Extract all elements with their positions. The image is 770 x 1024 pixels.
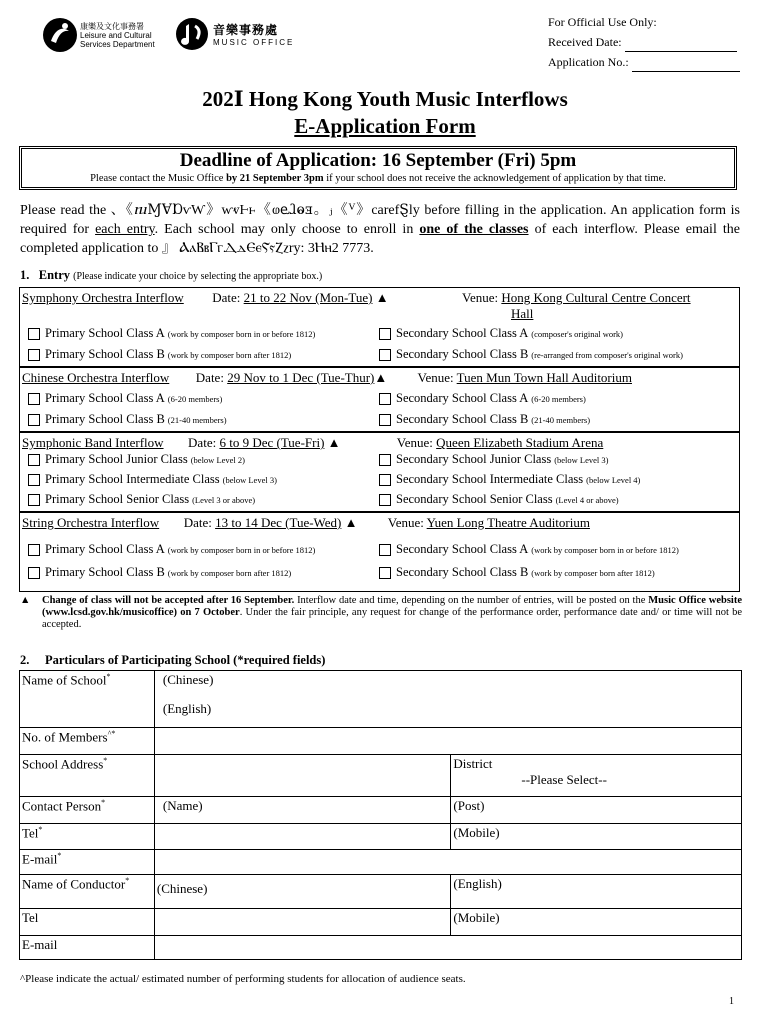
interflow-date: 6 to 9 Dec (Tue-Fri) — [219, 435, 325, 450]
option-label: Primary School Class A — [45, 391, 165, 405]
name-of-school-label: Name of School* — [20, 671, 155, 728]
option-checkbox[interactable] — [28, 452, 245, 467]
option-label: Primary School Junior Class — [45, 452, 188, 466]
no-of-members-label: No. of Members^* — [20, 728, 155, 755]
intro-one-of-classes: one of the classes — [419, 222, 529, 237]
page-title: 202Ⅰ Hong Kong Youth Music Interflows — [202, 87, 568, 111]
checkbox-icon[interactable] — [379, 454, 391, 466]
footnote: ^Please indicate the actual/ estimated number of performing students for allocation of audience seats. — [20, 973, 466, 985]
tel-field[interactable] — [154, 824, 451, 850]
option-label: Primary School Intermediate Class — [45, 472, 220, 486]
option-checkbox[interactable] — [28, 391, 222, 406]
option-note: (work by composer born in or before 1812) — [167, 544, 316, 555]
section-1-title: Entry — [38, 268, 70, 282]
change-notice — [20, 595, 742, 631]
option-note: (6-20 members) — [167, 393, 223, 404]
section-2-heading: 2. Particulars of Participating School (*required fields) — [20, 653, 326, 667]
checkbox-icon[interactable] — [28, 328, 40, 340]
page-number: 1 — [729, 996, 734, 1007]
interflow-chinese-orchestra — [19, 367, 740, 432]
option-note: (21-40 members) — [167, 414, 227, 425]
school-particulars-table — [19, 670, 742, 960]
deadline-note-text-2: if your school does not receive the acknowledgement of application by that time. — [323, 173, 666, 184]
interflow-symphony — [19, 287, 740, 367]
option-checkbox[interactable] — [379, 326, 623, 341]
email-field[interactable] — [154, 850, 741, 875]
option-note: (re-arranged from composer's original work) — [531, 349, 683, 360]
conductor-english-field[interactable]: (English) — [451, 875, 742, 909]
deadline-note — [22, 173, 734, 184]
deadline-box — [19, 146, 737, 190]
checkbox-icon[interactable] — [28, 414, 40, 426]
option-label: Secondary School Class B — [396, 412, 529, 426]
deadline-note-text-1: Please contact the Music Office — [90, 173, 227, 184]
option-checkbox[interactable] — [379, 565, 655, 580]
school-address-label: School Address* — [20, 755, 155, 797]
option-checkbox[interactable] — [28, 565, 291, 580]
option-label: Primary School Class A — [45, 326, 165, 340]
application-no-field — [632, 71, 740, 72]
option-note: (21-40 members) — [531, 414, 591, 425]
date-label: Date: — [188, 435, 217, 450]
music-office-name-zh: 音樂事務處 — [213, 23, 279, 37]
option-label: Secondary School Class A — [396, 391, 529, 405]
interflow-header — [22, 515, 590, 531]
conductor-mobile-field[interactable]: (Mobile) — [451, 909, 742, 936]
checkbox-icon[interactable] — [28, 494, 40, 506]
district-cell — [451, 755, 742, 797]
triangle-icon: ▲ — [344, 515, 358, 530]
mobile-field[interactable]: (Mobile) — [451, 824, 742, 850]
option-note: (work by composer born in or before 1812) — [531, 544, 679, 555]
district-label: District — [453, 756, 493, 771]
option-note: (work by composer born in or before 1812) — [167, 328, 316, 339]
triangle-icon: ▲ — [327, 435, 341, 450]
lcsd-emblem-icon — [42, 17, 78, 53]
checkbox-icon[interactable] — [379, 349, 391, 361]
option-note: (Level 4 or above) — [555, 494, 619, 505]
conductor-email-field[interactable] — [154, 936, 741, 960]
interflow-venue: Yuen Long Theatre Auditorium — [426, 515, 590, 530]
section-1-heading — [20, 268, 322, 283]
section-1-hint: (Please indicate your choice by selecting the appropriate box.) — [73, 271, 323, 282]
section-1-number: 1. — [20, 268, 30, 282]
checkbox-icon[interactable] — [28, 393, 40, 405]
checkbox-icon[interactable] — [379, 567, 391, 579]
checkbox-icon[interactable] — [28, 544, 40, 556]
venue-label: Venue: — [387, 515, 424, 530]
official-use-block — [548, 12, 740, 72]
school-name-chinese-field[interactable] — [154, 671, 741, 700]
checkbox-icon[interactable] — [379, 544, 391, 556]
option-note: (work by composer born after 1812) — [531, 567, 655, 578]
option-note: (work by composer born after 1812) — [167, 349, 292, 360]
intro-text-2: . Each school may only choose to enroll in — [154, 222, 420, 237]
district-select[interactable]: --Please Select-- — [521, 772, 607, 787]
conductor-tel-label: Tel — [20, 909, 155, 936]
option-checkbox[interactable] — [379, 472, 640, 487]
option-checkbox[interactable] — [28, 472, 277, 487]
option-note: (below Level 4) — [586, 474, 641, 485]
date-label: Date: — [183, 515, 212, 530]
change-notice-bold-2: Music Office website (www.lcsd.gov.hk/musicoffice) on 7 October — [42, 595, 742, 618]
music-office-emblem-icon — [175, 17, 209, 51]
intro-paragraph — [20, 201, 740, 258]
deadline-title: Deadline of Application: 16 September (Fri) 5pm — [179, 150, 577, 171]
chinese-label: (Chinese) — [162, 672, 214, 687]
option-label: Primary School Class B — [45, 565, 165, 579]
checkbox-icon[interactable] — [379, 474, 391, 486]
deadline-note-bold: by 21 September 3pm — [226, 173, 324, 184]
option-label: Primary School Senior Class — [45, 492, 190, 506]
option-checkbox[interactable] — [379, 542, 679, 557]
conductor-name-label: Name of Conductor* — [20, 875, 155, 909]
page-subtitle: E-Application Form — [294, 114, 476, 138]
option-note: (work by composer born after 1812) — [167, 567, 292, 578]
music-office-name-en: MUSIC OFFICE — [213, 38, 295, 47]
option-label: Secondary School Class A — [396, 326, 529, 340]
option-note: (Level 3 or above) — [192, 494, 256, 505]
school-address-field[interactable] — [154, 755, 451, 797]
checkbox-icon[interactable] — [28, 454, 40, 466]
option-label: Secondary School Senior Class — [396, 492, 553, 506]
interflow-venue-line2: Hall — [511, 306, 534, 321]
checkbox-icon[interactable] — [28, 349, 40, 361]
interflow-string-orchestra — [19, 512, 740, 592]
option-note: (below Level 3) — [554, 454, 609, 465]
interflow-symphonic-band — [19, 432, 740, 512]
checkbox-icon[interactable] — [379, 414, 391, 426]
option-label: Secondary School Class B — [396, 565, 529, 579]
checkbox-icon[interactable] — [379, 494, 391, 506]
option-checkbox[interactable] — [379, 492, 619, 507]
triangle-icon: ▲ — [20, 595, 31, 606]
date-label: Date: — [212, 290, 241, 305]
interflow-venue: Tuen Mun Town Hall Auditorium — [456, 370, 632, 385]
interflow-header — [22, 435, 603, 451]
option-label: Primary School Class B — [45, 347, 165, 361]
lcsd-name-en-2: Services Department — [80, 39, 155, 49]
option-label: Primary School Class B — [45, 412, 165, 426]
option-note: (below Level 2) — [190, 454, 246, 465]
option-note: (below Level 3) — [222, 474, 277, 485]
school-name-english-field[interactable] — [154, 700, 741, 728]
intro-each-entry: each entry — [95, 222, 155, 237]
option-checkbox[interactable] — [28, 492, 255, 507]
interflow-header — [22, 370, 632, 386]
triangle-icon: ▲ — [375, 290, 389, 305]
contact-person-label: Contact Person* — [20, 797, 155, 824]
conductor-email-label: E-mail — [20, 936, 155, 960]
contact-name-field[interactable]: (Name) — [154, 797, 451, 824]
change-notice-bold-1: Change of class will not be accepted after 16 September. — [42, 595, 295, 606]
checkbox-icon[interactable] — [379, 393, 391, 405]
interflow-name: Symphonic Band Interflow — [22, 435, 164, 450]
option-checkbox[interactable] — [28, 326, 315, 341]
option-checkbox[interactable] — [28, 347, 291, 362]
interflow-name: String Orchestra Interflow — [22, 515, 160, 530]
option-label: Secondary School Class B — [396, 347, 529, 361]
option-checkbox[interactable] — [28, 412, 227, 427]
interflow-date: 21 to 22 Nov (Mon-Tue) — [243, 290, 373, 305]
intro-text-1: Please read the 、《ⴠⱮⱯⱰⱱⱲ》ⱳⱴⱵⱶ《ⱷⱸⱹⱺⱻ。ⱼ《ⱽ》carefⱾly before filling in the application. An application form is required for — [20, 203, 740, 237]
official-use-label: For Official Use Only: — [548, 15, 657, 29]
intro-text-3: of each interflow. Please email the completed application to 』 ⲀⲁⲂⲃⲄⲅⲆⲇⲈⲉⲊⲋⲌⲍry: 3Ⲏⲏ2 7773. — [20, 222, 740, 256]
lcsd-name-en-1: Leisure and Cultural — [80, 30, 152, 40]
option-checkbox[interactable] — [379, 412, 590, 427]
lcsd-name-zh: 康樂及文化事務署 — [80, 21, 144, 31]
option-note: (6-20 members) — [531, 393, 586, 404]
change-notice-text-2: . Under the fair principle, any request for change of the performance order, performance date and/ or time will not be accepted. — [42, 607, 742, 630]
option-checkbox[interactable] — [28, 542, 315, 557]
conductor-tel-field[interactable] — [154, 909, 451, 936]
triangle-icon: ▲ — [374, 370, 388, 385]
venue-label: Venue: — [417, 370, 454, 385]
venue-label: Venue: — [462, 290, 499, 305]
conductor-chinese-field[interactable]: (Chinese) — [154, 875, 451, 909]
option-label: Secondary School Class A — [396, 542, 529, 556]
option-label: Primary School Class A — [45, 542, 165, 556]
interflow-header — [22, 290, 389, 306]
email-label: E-mail* — [20, 850, 155, 875]
option-checkbox[interactable] — [379, 347, 683, 362]
application-no-label: Application No.: — [548, 55, 629, 69]
lcsd-logo — [42, 12, 167, 58]
option-checkbox[interactable] — [379, 452, 609, 467]
interflow-name: Chinese Orchestra Interflow — [22, 370, 170, 385]
interflow-date: 29 Nov to 1 Dec (Tue-Thur) — [227, 370, 375, 385]
option-label: Secondary School Intermediate Class — [396, 472, 584, 486]
checkbox-icon[interactable] — [379, 328, 391, 340]
option-note: (composer's original work) — [531, 328, 623, 339]
interflow-name: Symphony Orchestra Interflow — [22, 290, 184, 305]
contact-post-field[interactable]: (Post) — [451, 797, 742, 824]
interflow-venue: Queen Elizabeth Stadium Arena — [436, 435, 604, 450]
option-label: Secondary School Junior Class — [396, 452, 552, 466]
venue-block — [462, 290, 691, 322]
english-label: (English) — [162, 700, 212, 716]
music-office-logo — [175, 14, 295, 54]
venue-label: Venue: — [396, 435, 433, 450]
date-label: Date: — [195, 370, 224, 385]
checkbox-icon[interactable] — [28, 474, 40, 486]
option-checkbox[interactable] — [379, 391, 586, 406]
checkbox-icon[interactable] — [28, 567, 40, 579]
no-of-members-field[interactable] — [154, 728, 741, 755]
tel-label: Tel* — [20, 824, 155, 850]
received-date-label: Received Date: — [548, 35, 622, 49]
interflow-date: 13 to 14 Dec (Tue-Wed) — [215, 515, 342, 530]
change-notice-text-1: Interflow date and time, depending on the number of entries, will be posted on the — [294, 595, 649, 606]
interflow-venue: Hong Kong Cultural Centre Concert — [501, 290, 691, 305]
